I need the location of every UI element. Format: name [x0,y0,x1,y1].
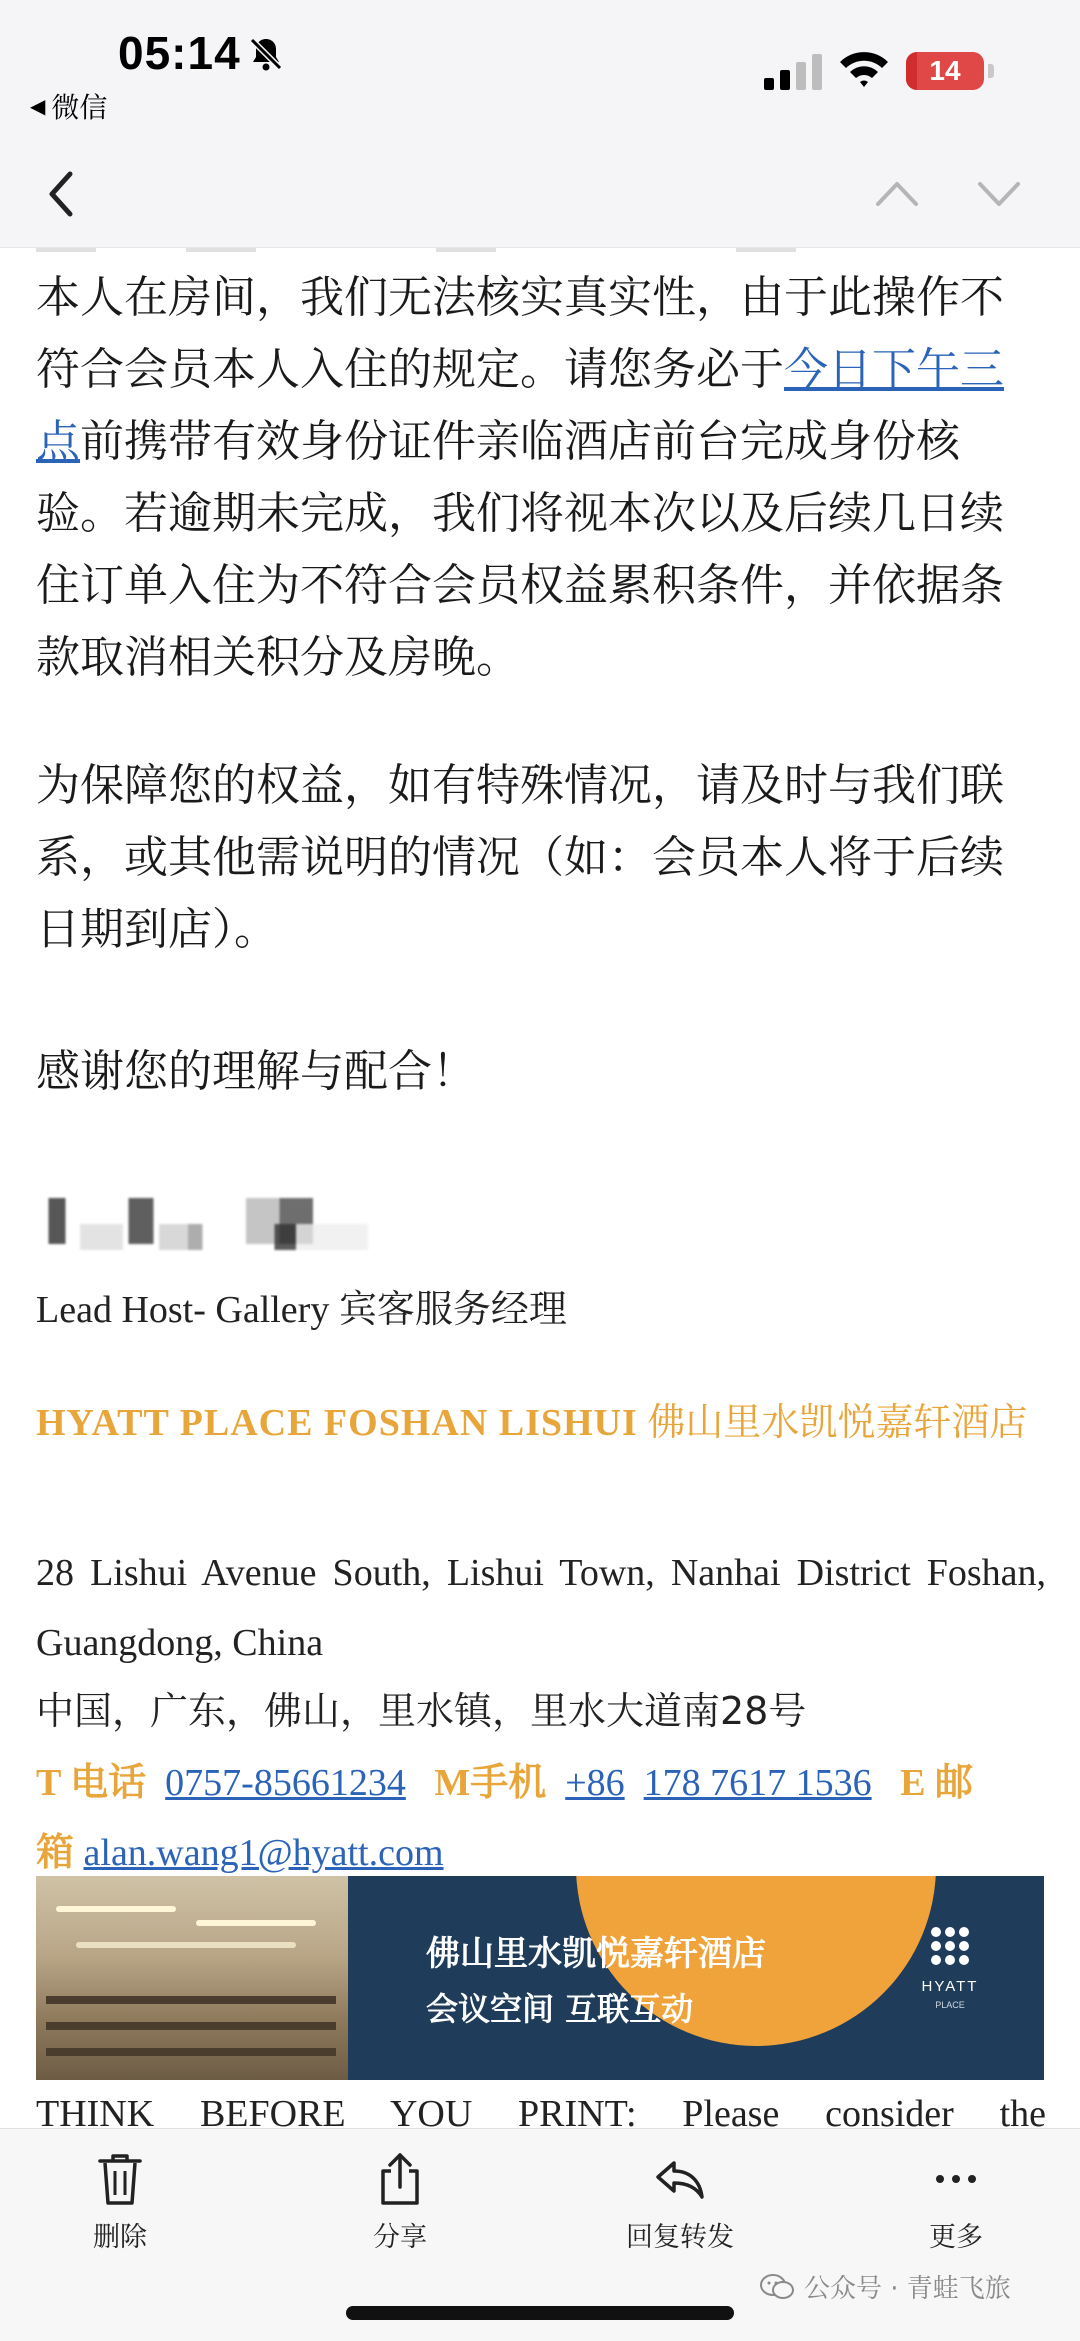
hotel-name-zh: 佛山里水凯悦嘉轩酒店 [637,1402,1028,1444]
phone-link[interactable]: 0757-85661234 [165,1762,406,1804]
back-chevron-icon[interactable] [40,166,84,222]
battery-cap [988,64,994,78]
cropped-previous-line [36,248,1036,252]
more-dots-icon [930,2151,982,2207]
cellular-signal-icon [764,54,824,90]
wechat-logo-icon [760,2273,794,2301]
address-chinese: 中国，广东，佛山，里水镇，里水大道南28号 [36,1689,807,1733]
banner-headline: 佛山里水凯悦嘉轩酒店 [426,1934,766,1974]
delete-button[interactable] [30,2151,210,2254]
banner-subheadline: 会议空间 互联互动 [426,1990,694,2028]
hotel-name [36,1388,1046,1458]
paragraph-thanks: 感谢您的理解与配合！ [36,1046,476,1097]
more-label: 更多 [929,2222,983,2253]
paragraph-text: 本人在房间，我们无法核实真实性，由于此操作不符合会员本人入住的规定。请您务必于 [36,272,1004,395]
back-app-label: 微信 [51,91,108,124]
back-triangle-icon: ◀ [30,94,46,118]
wifi-icon [838,48,890,88]
hyatt-logo-word: HYATT [921,1978,979,1995]
contact-info [36,1748,1046,1888]
home-indicator[interactable] [346,2306,734,2320]
share-button[interactable] [310,2151,490,2254]
reply-forward-label: 回复转发 [626,2222,734,2253]
previous-message-chevron-up-icon[interactable] [872,174,922,214]
mobile-label: M手机 [434,1762,547,1804]
delete-label: 删除 [93,2222,147,2253]
signature-title: Lead Host- Gallery 宾客服务经理 [36,1289,567,1331]
more-button[interactable] [866,2151,1046,2254]
phone-label: T 电话 [36,1762,147,1804]
paragraph-verification-notice [36,262,1046,694]
deadline-link[interactable]: 今日下午三点 [36,344,1004,467]
email-link[interactable]: alan.wang1@hyatt.com [83,1832,444,1874]
watermark-text: 公众号 · 青蛙飞旅 [804,2274,1011,2304]
paragraph-contact-request: 为保障您的权益，如有特殊情况，请及时与我们联系，或其他需说明的情况（如：会员本人将于后续日期到店）。 [36,760,1004,955]
share-label: 分享 [373,2222,427,2253]
hyatt-place-logo-icon [926,1922,974,1970]
status-bar [0,0,1080,140]
mobile-link[interactable]: 178 7617 1536 [643,1762,872,1804]
battery-level: 14 [929,55,961,86]
next-message-chevron-down-icon[interactable] [974,174,1024,214]
share-icon [374,2151,426,2207]
mail-nav-bar [0,140,1080,248]
status-time: 05:14 [118,27,241,79]
bell-muted-icon [246,34,286,74]
print-disclaimer: THINK BEFORE YOU PRINT: Please consider the [36,2093,1046,2128]
hyatt-logo-sub: PLACE [935,2000,965,2010]
email-body [0,248,1080,2128]
battery-indicator [906,52,984,90]
redacted-sender-name-detail [80,1224,440,1250]
email-label: E 邮箱 [36,1762,973,1874]
paragraph-text: 前携带有效身份证件亲临酒店前台完成身份核验。若逾期未完成，我们将视本次以及后续几日续住订单入住为不符合会员权益累积条件，并依据条款取消相关积分及房晚。 [36,416,1004,683]
back-to-wechat-link[interactable] [30,86,107,126]
reply-arrow-icon [654,2151,706,2207]
wechat-account-watermark [760,2268,1011,2305]
meeting-room-photo [36,1876,348,2080]
trash-icon [94,2151,146,2207]
reply-forward-button[interactable] [590,2151,770,2254]
address-english: 28 Lishui Avenue South, Lishui Town, Nanhai District Foshan, Guangdong, China [36,1552,1046,1664]
mobile-country-code-link[interactable]: +86 [565,1762,625,1804]
hotel-name-en: HYATT PLACE FOSHAN LISHUI [36,1402,638,1444]
hotel-promo-banner[interactable] [36,1876,1044,2080]
